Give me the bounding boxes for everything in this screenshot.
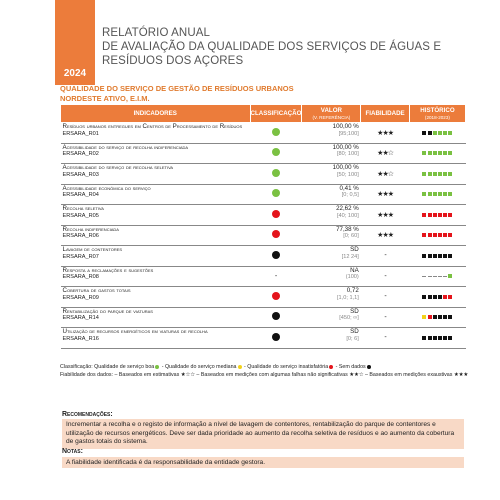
indicator-code: ERSARA_R03 (62, 171, 99, 178)
header-value (302, 105, 361, 123)
indicator-value: SD (350, 328, 359, 335)
history-square-red (443, 295, 447, 299)
value-cell (302, 246, 361, 267)
notes-text: A fiabilidade identificada é da responsabilidade da entidade gestora. (62, 457, 464, 468)
notes-heading: Notas: (62, 448, 83, 455)
indicator-name: Rentabilização do parque de viaturas (62, 307, 153, 315)
table-row (61, 123, 466, 144)
value-cell (302, 205, 361, 226)
classification-cell (250, 266, 302, 287)
history-square-empty (443, 276, 447, 277)
table-row (61, 205, 466, 226)
reference-value: [0; 0,5] (341, 192, 359, 198)
reliability-cell (361, 266, 410, 287)
history-square-green (422, 172, 426, 176)
classification-red-dot (272, 210, 280, 218)
legend-yellow-dot (238, 365, 242, 369)
table-row (61, 307, 466, 328)
history-square-empty (422, 276, 426, 277)
history-square-red (422, 233, 426, 237)
history-cell (409, 246, 465, 267)
table-row (61, 266, 466, 287)
legend-black-dot (367, 365, 371, 369)
history-cell (409, 287, 465, 308)
recommendations-text: Incrementar a recolha e o registo de informação a nível de lavagem de contentores, rentabilização do parque de contentores e utilização de recursos energéticos. Deve ser dada prioridade ao aumento da recolha seletiva de resíduos e ao aumento da cobertura de gastos totais do sistema. (62, 419, 464, 449)
indicator-name: Recolha indiferenciada (62, 225, 119, 233)
history-square-black (443, 315, 447, 319)
year-box (55, 0, 95, 85)
indicator-code: ERSARA_R05 (62, 212, 99, 219)
table-row (61, 328, 466, 349)
history-cell (409, 164, 465, 185)
history-square-black (422, 295, 426, 299)
history-square-black (433, 315, 437, 319)
indicator-cell (61, 225, 251, 246)
history-square-green (443, 151, 447, 155)
classification-green-dot (272, 169, 280, 177)
history-square-yellow (422, 315, 426, 319)
indicator-value: NA (350, 266, 359, 274)
classification-green-dot (272, 189, 280, 197)
section-title-line-1: QUALIDADE DO SERVIÇO DE GESTÃO DE RESÍDUOS URBANOS (60, 84, 294, 93)
history-square-black (422, 131, 426, 135)
history-square-green (438, 151, 442, 155)
indicator-value: 0,41 % (339, 184, 359, 192)
indicator-code: ERSARA_R06 (62, 233, 99, 239)
legend-mid-label: - Qualidade do serviço mediana (160, 364, 237, 370)
reliability-cell (361, 328, 410, 349)
history-square-red (433, 213, 437, 217)
history-square-green (428, 192, 432, 196)
history-cell (409, 123, 465, 144)
indicator-name: Acessibilidade do serviço de recolha seletiva (62, 164, 174, 171)
header-value-label: VALOR (320, 106, 342, 114)
indicator-name: Acessibilidade económica do serviço (62, 184, 151, 192)
indicator-cell (61, 266, 251, 287)
history-square-red (448, 233, 452, 237)
legend-class-label: Classificação: Qualidade de serviço boa (60, 364, 155, 370)
reference-value: [1,0; 1,1] (337, 294, 359, 301)
classification-cell (250, 307, 302, 328)
reliability-stars: - (384, 252, 386, 260)
indicator-value: SD (350, 246, 359, 253)
history-square-green (448, 151, 452, 155)
header-reliability: FIABILIDADE (361, 105, 410, 123)
history-square-green (433, 192, 437, 196)
classification-cell (250, 123, 302, 144)
legend-reliability-line: Fiabilidade dos dados: – Baseados em estimativas ★☆☆ – Baseados em medições com algumas falhas não significativas ★★☆ – Baseados em medições exaustivas ★★★ (60, 371, 469, 378)
legend-bad-label: - Qualidade do serviço insatisfatória (242, 364, 329, 370)
indicator-cell (61, 184, 251, 205)
history-square-black (448, 254, 452, 258)
history-square-green (433, 131, 437, 135)
history-square-red (438, 233, 442, 237)
history-square-black (438, 254, 442, 258)
reliability-stars: ★★★ (377, 232, 393, 240)
value-cell (302, 164, 361, 185)
history-square-red (433, 233, 437, 237)
indicator-name: Recolha seletiva (62, 205, 104, 212)
history-square-green (422, 151, 426, 155)
title-line-3: RESÍDUOS DOS AÇORES (102, 55, 244, 67)
header-history-period: (2018-2023) (424, 114, 450, 120)
history-square-green (443, 131, 447, 135)
history-cell (409, 205, 465, 226)
reliability-cell (361, 287, 410, 308)
header-history-label: HISTÓRICO (420, 106, 455, 114)
history-square-red (438, 213, 442, 217)
reliability-cell (361, 225, 410, 246)
reference-value: [95;100] (338, 130, 359, 137)
reliability-stars: - (384, 313, 386, 321)
indicator-value: 0,72 (346, 287, 359, 294)
legend (60, 364, 470, 379)
reference-value: [50; 100] (337, 171, 359, 178)
history-square-red (428, 233, 432, 237)
indicator-code: ERSARA_R16 (62, 335, 99, 342)
indicator-code: ERSARA_R02 (62, 151, 99, 157)
indicator-value: 22,62 % (336, 205, 359, 212)
history-square-red (428, 315, 432, 319)
value-cell (302, 307, 361, 328)
table-header-row (61, 105, 466, 123)
legend-nodata-label: - Sem dados (334, 364, 366, 370)
report-year: 2024 (63, 68, 87, 79)
reference-value: [12 24] (341, 253, 359, 260)
table-row (61, 225, 466, 246)
history-square-green (448, 192, 452, 196)
history-square-red (448, 295, 452, 299)
classification-red-dot (272, 230, 280, 238)
indicator-cell (61, 205, 251, 226)
indicator-code: ERSARA_R07 (62, 253, 99, 260)
indicator-name: Cobertura de gastos totais (62, 287, 131, 294)
reliability-stars: ★★★ (377, 129, 393, 137)
indicator-name: Utilização de recursos energéticos em viaturas de recolha (62, 328, 208, 335)
classification-cell (250, 328, 302, 349)
legend-green-dot (155, 365, 159, 369)
indicator-value: 100,00 % (332, 123, 359, 130)
history-square-empty (438, 276, 442, 277)
indicator-cell (61, 307, 251, 328)
table-row (61, 246, 466, 267)
indicator-cell (61, 287, 251, 308)
header-indicators: INDICADORES (61, 105, 251, 123)
value-cell (302, 143, 361, 164)
value-cell (302, 266, 361, 287)
history-square-green (438, 192, 442, 196)
reliability-cell (361, 143, 410, 164)
reference-value: [0; 60] (343, 233, 359, 239)
classification-cell (250, 164, 302, 185)
indicator-name: Resposta a reclamações e sugestões (62, 266, 154, 274)
history-square-green (448, 274, 452, 278)
reference-value: [40; 100] (337, 212, 359, 219)
history-cell (409, 307, 465, 328)
indicator-cell (61, 143, 251, 164)
history-square-black (448, 315, 452, 319)
history-square-green (443, 172, 447, 176)
classification-red-dot (272, 292, 280, 300)
history-square-green (448, 172, 452, 176)
classification-cell (250, 205, 302, 226)
reference-value: [0; 6] (346, 335, 359, 342)
history-square-black (428, 131, 432, 135)
history-square-red (428, 213, 432, 217)
history-square-green (438, 131, 442, 135)
indicator-cell (61, 123, 251, 144)
table-row (61, 287, 466, 308)
history-square-empty (428, 276, 432, 277)
indicator-value: 77,38 % (336, 225, 359, 233)
history-cell (409, 225, 465, 246)
indicator-code: ERSARA_R08 (62, 274, 99, 280)
history-square-black (438, 295, 442, 299)
history-square-black (443, 254, 447, 258)
reliability-stars: ★★★ (377, 191, 393, 199)
indicator-name: Acessibilidade do serviço de recolha indiferenciada (62, 143, 189, 151)
indicator-code: ERSARA_R01 (62, 130, 99, 137)
table-row (61, 164, 466, 185)
reliability-stars: ★★☆ (377, 170, 393, 178)
header-classification: CLASSIFICAÇÃO (250, 105, 302, 123)
classification-green-dot (272, 128, 280, 136)
value-cell (302, 225, 361, 246)
indicator-code: ERSARA_R04 (62, 192, 99, 198)
reliability-stars: - (384, 293, 386, 301)
reliability-cell (361, 246, 410, 267)
history-square-black (433, 336, 437, 340)
legend-red-dot (329, 365, 333, 369)
reliability-cell (361, 307, 410, 328)
indicator-value: 100,00 % (332, 143, 359, 151)
title-line-1: RELATÓRIO ANUAL (102, 27, 211, 39)
history-square-red (422, 213, 426, 217)
value-cell (302, 123, 361, 144)
history-square-green (443, 192, 447, 196)
reliability-stars: ★★☆ (377, 150, 393, 158)
recommendations-heading: Recomendações: (62, 411, 113, 418)
history-square-black (428, 254, 432, 258)
classification-black-dot (272, 312, 280, 320)
history-square-black (433, 254, 437, 258)
history-square-black (422, 336, 426, 340)
history-cell (409, 266, 465, 287)
history-square-black (448, 336, 452, 340)
history-square-black (422, 254, 426, 258)
indicator-name: Resíduos urbanos entregues em Centros de Processamento de Resíduos (62, 123, 243, 130)
classification-cell (250, 143, 302, 164)
report-title (102, 26, 441, 68)
reliability-stars: - (384, 272, 386, 280)
indicators-table (60, 104, 466, 349)
indicator-cell (61, 164, 251, 185)
history-square-green (433, 172, 437, 176)
classification-black-dot (272, 251, 280, 259)
value-cell (302, 287, 361, 308)
title-line-2: DE AVALIAÇÃO DA QUALIDADE DOS SERVIÇOS DE ÁGUAS E (102, 41, 442, 53)
indicator-cell (61, 246, 251, 267)
history-cell (409, 143, 465, 164)
history-square-green (438, 172, 442, 176)
indicator-value: SD (350, 307, 359, 315)
reliability-cell (361, 123, 410, 144)
classification-cell (250, 225, 302, 246)
table-row (61, 184, 466, 205)
classification-none: - (274, 272, 278, 280)
header-value-ref: (V. REFERÊNCIA) (312, 114, 351, 120)
history-square-black (428, 295, 432, 299)
history-square-black (443, 336, 447, 340)
indicator-value: 100,00 % (332, 164, 359, 171)
header-history (409, 105, 465, 123)
reliability-stars: - (384, 334, 386, 342)
section-title (60, 84, 294, 104)
reliability-stars: ★★★ (377, 211, 393, 219)
history-square-black (438, 315, 442, 319)
history-square-red (443, 213, 447, 217)
history-square-black (428, 336, 432, 340)
history-square-green (433, 151, 437, 155)
history-square-green (448, 131, 452, 135)
history-square-red (443, 233, 447, 237)
history-square-black (433, 295, 437, 299)
reliability-cell (361, 184, 410, 205)
table-row (61, 143, 466, 164)
indicator-code: ERSARA_R09 (62, 294, 99, 301)
classification-black-dot (272, 333, 280, 341)
history-square-black (438, 336, 442, 340)
value-cell (302, 184, 361, 205)
reliability-cell (361, 205, 410, 226)
indicator-cell (61, 328, 251, 349)
history-square-red (448, 213, 452, 217)
indicator-name: Lavagem de contentores (62, 246, 123, 253)
value-cell (302, 328, 361, 349)
history-square-green (428, 151, 432, 155)
classification-cell (250, 287, 302, 308)
reference-value: [80; 100] (337, 151, 359, 157)
history-cell (409, 184, 465, 205)
reference-value: (100) (345, 274, 359, 280)
classification-green-dot (272, 148, 280, 156)
history-square-empty (433, 276, 437, 277)
indicator-code: ERSARA_R14 (62, 315, 99, 321)
history-cell (409, 328, 465, 349)
history-square-green (428, 172, 432, 176)
section-entity-name: NORDESTE ATIVO, E.I.M. (60, 94, 150, 103)
classification-cell (250, 184, 302, 205)
classification-cell (250, 246, 302, 267)
history-square-green (422, 192, 426, 196)
reference-value: [450; ∞] (339, 315, 359, 321)
reliability-cell (361, 164, 410, 185)
